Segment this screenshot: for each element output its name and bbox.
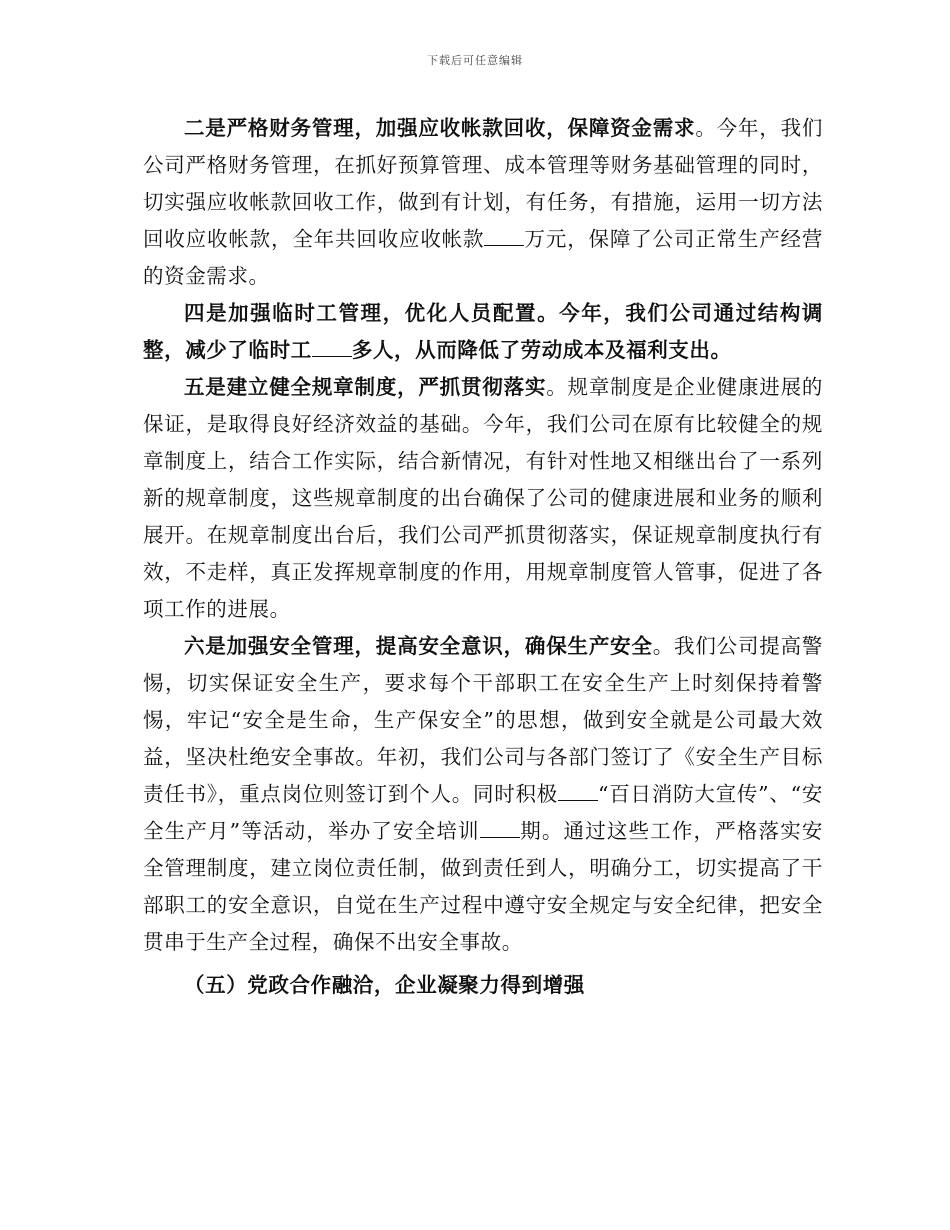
paragraph-safety-text-c: 期。通过这些工作，严格落实安全管理制度，建立岗位责任制，做到责任到人，明确分工，切实提高了干部职工的安全意识，自觉在生产过程中遵守安全规定与安全纪律，把安全贯串于生产全过程，确保不出安全事故。 [143, 819, 823, 954]
paragraph-safety-heading: 六是加强安全管理，提高安全意识，确保生产安全 [184, 634, 653, 658]
paragraph-regulations-text: 。规章制度是企业健康进展的保证，是取得良好经济效益的基础。今年，我们公司在原有比较健全的规章制度上，结合工作实际，结合新情况，有针对性地又相继出台了一系列新的规章制度，这些规章制度的出台确保了公司的健康进展和业务的顺利展开。在规章制度出台后，我们公司严抓贯彻落实，保证规章制度执行有效，不走样，真正发挥规章制度的作用，用规章制度管人管事，促进了各项工作的进展。 [143, 375, 823, 621]
fill-in-blank [558, 782, 598, 801]
fill-in-blank [480, 819, 520, 838]
paragraph-regulations [143, 369, 823, 628]
paragraph-safety [143, 628, 823, 961]
paragraph-temp-workers-text-b: 多人，从而降低了劳动成本及福利支出。 [351, 338, 732, 362]
paragraph-finance-text-b: 万元，保障了公司正常生产经营的资金需求。 [143, 227, 823, 288]
fill-in-blank [312, 338, 352, 357]
paragraph-temp-workers [143, 295, 823, 369]
document-body [143, 110, 823, 1004]
paragraph-safety-text-b: “百日消防大宣传”、“安全生产月”等活动，举办了安全培训 [143, 782, 824, 843]
paragraph-temp-workers-text-a: 四是加强临时工管理，优化人员配置。今年，我们公司通过结构调整，减少了临时工 [143, 301, 823, 362]
paragraph-finance-heading: 二是严格财务管理，加强应收帐款回收，保障资金需求 [184, 116, 696, 140]
paragraph-regulations-heading: 五是建立健全规章制度，严抓贯彻落实 [184, 375, 547, 399]
fill-in-blank [484, 227, 524, 246]
page-header-note: 下载后可任意编辑 [427, 54, 523, 67]
paragraph-finance [143, 110, 823, 295]
paragraph-safety-text-a: 。我们公司提高警惕，切实保证安全生产，要求每个干部职工在安全生产上时刻保持着警惕，牢记“安全是生命，生产保安全”的思想，做到安全就是公司最大效益，坚决杜绝安全事故。年初，我们公司与各部门签订了《安全生产目标责任书》，重点岗位则签订到个人。同时积极 [143, 634, 823, 806]
section-heading: （五）党政合作融洽，企业凝聚力得到增强 [184, 973, 585, 997]
paragraph-finance-text-a: 。今年，我们公司严格财务管理，在抓好预算管理、成本管理等财务基础管理的同时，切实强应收帐款回收工作，做到有计划，有任务，有措施，运用一切方法回收应收帐款，全年共回收应收帐款 [143, 116, 823, 251]
